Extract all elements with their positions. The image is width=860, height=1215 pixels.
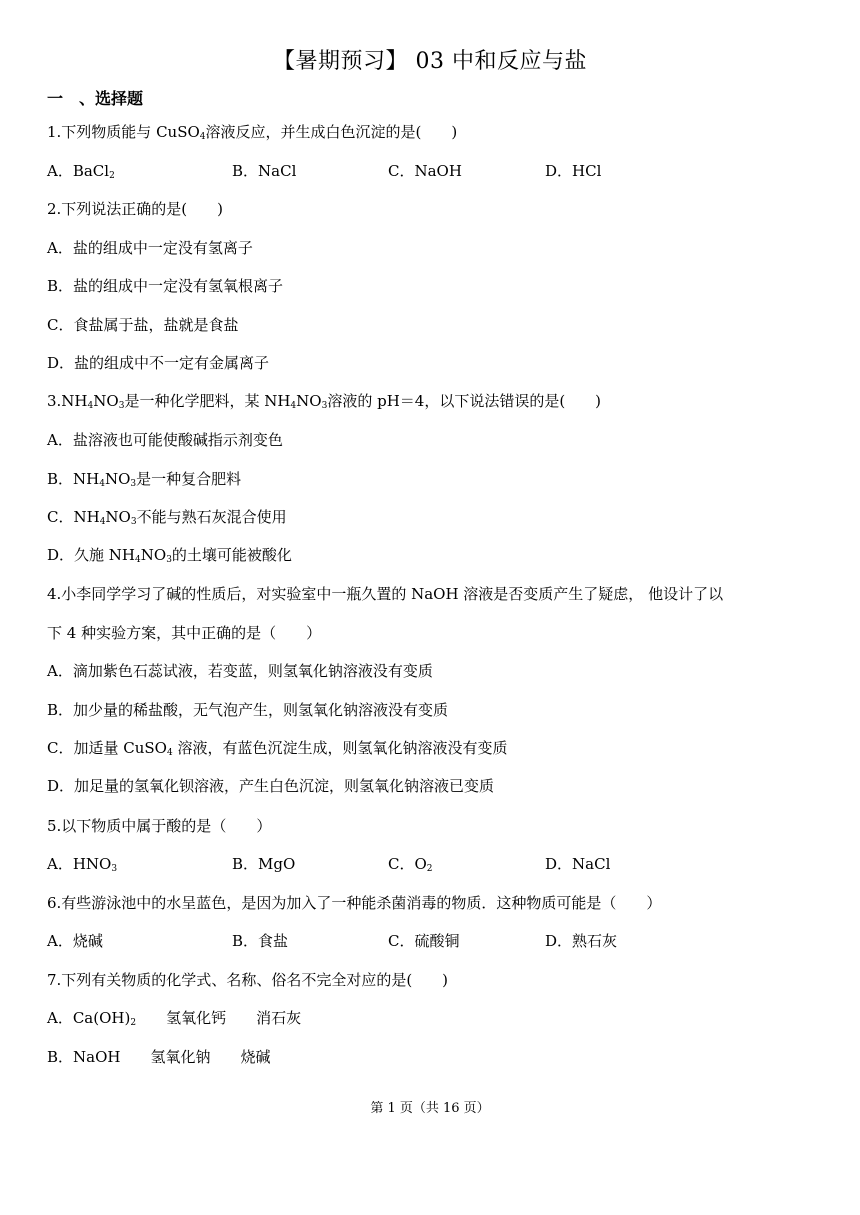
option-a: A．$HNO_3$ [47,855,118,874]
question-4-option-b: B．加少量的稀盐酸，无气泡产生，则氢氧化钠溶液没有变质 [47,701,449,719]
option-b: B．MgO [232,855,296,873]
option-a: A．BaCl$_2$ [47,162,115,181]
question-7-stem: 7.下列有关物质的化学式、名称、俗名不完全对应的是( ) [47,971,449,989]
question-3-option-b: B．$NH_4NO_3$是一种复合肥料 [47,470,242,489]
question-4-option-a: A．滴加紫色石蕊试液，若变蓝，则氢氧化钠溶液没有变质 [47,662,433,680]
question-6-stem: 6.有些游泳池中的水呈蓝色，是因为加入了一种能杀菌消毒的物质．这种物质可能是（ ） [47,894,662,912]
question-4-stem-line-1: 4.小李同学学习了碱的性质后，对实验室中一瓶久置的 NaOH 溶液是否变质产生了疑虑， 他设计了以 [47,585,724,603]
option-d: D．NaCl [545,855,611,873]
option-d: D．HCl [545,162,602,180]
question-3-option-d: D．久施 $NH_4NO_3$的土壤可能被酸化 [47,546,292,565]
question-3-option-a: A．盐溶液也可能使酸碱指示剂变色 [47,431,283,449]
question-2-stem: 2.下列说法正确的是( ) [47,200,224,218]
page-footer: 第 1 页（共 16 页） [370,1101,490,1116]
page-title: 【暑期预习】 03 中和反应与盐 [273,49,587,74]
section-heading: 一 、选择题 [47,89,144,108]
question-2-option-b: B．盐的组成中一定没有氢氧根离子 [47,277,284,295]
question-3-option-c: C．$NH_4NO_3$不能与熟石灰混合使用 [47,508,287,527]
option-a: A．烧碱 [47,932,103,950]
question-2-option-c: C．食盐属于盐，盐就是食盐 [47,316,239,334]
option-c: C．$O_2$ [388,855,433,874]
question-2-option-a: A．盐的组成中一定没有氢离子 [47,239,253,257]
option-b: B．NaCl [232,162,297,180]
question-3-stem: $3.NH_4NO_3$是一种化学肥料，某 $NH_4NO_3$溶液的 pH＝4，以下说法错误的是( ) [47,392,602,411]
option-b: B．食盐 [232,932,289,950]
option-d: D．熟石灰 [545,932,618,950]
question-4-option-d: D．加足量的氢氧化钡溶液，产生白色沉淀，则氢氧化钠溶液已变质 [47,777,495,795]
question-4-stem-line-2: 下 4 种实验方案，其中正确的是（ ） [47,624,322,642]
option-c: C．NaOH [388,162,462,180]
option-c: C．硫酸铜 [388,932,460,950]
question-7-option-a: A．$Ca(OH)_2$ 氢氧化钙 消石灰 [47,1009,302,1028]
question-1-stem: 1.下列物质能与 CuSO$_4$溶液反应，并生成白色沉淀的是( ) [47,123,458,142]
question-4-option-c: C．加适量 CuSO$_4$ 溶液，有蓝色沉淀生成，则氢氧化钠溶液没有变质 [47,739,508,758]
question-5-stem: 5.以下物质中属于酸的是（ ） [47,817,272,835]
question-7-option-b: B．NaOH 氢氧化钠 烧碱 [47,1048,271,1066]
question-2-option-d: D．盐的组成中不一定有金属离子 [47,354,270,372]
